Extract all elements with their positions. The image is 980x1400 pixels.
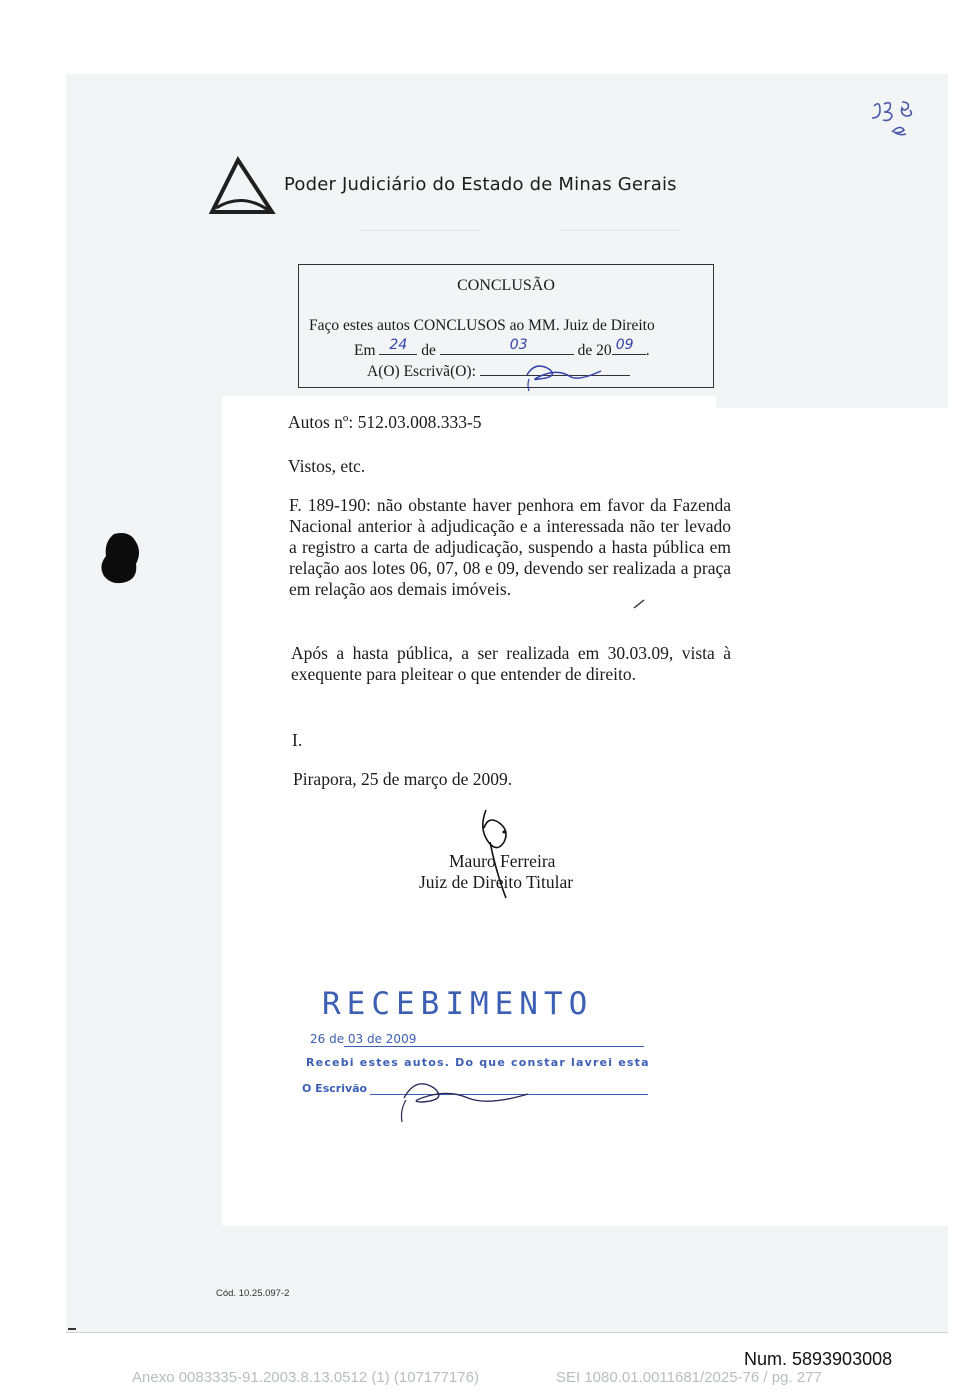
year-blank: [612, 337, 646, 355]
ink-blot: [100, 530, 144, 584]
judge-title: Juiz de Direito Titular: [419, 872, 574, 892]
conclusao-title: CONCLUSÃO: [457, 277, 555, 294]
conclusao-date-line: Em 24 de 03 de 20 09 .: [354, 337, 650, 359]
em-label: Em: [354, 342, 376, 359]
recebimento-stamp: [300, 986, 660, 1126]
escriva-label: A(O) Escrivã(O):: [367, 363, 476, 380]
show-through-artifact: [360, 230, 480, 231]
intime-se-mark: I.: [292, 730, 303, 750]
annex-reference: Anexo 0083335-91.2003.8.13.0512 (1) (107177176): [132, 1369, 479, 1386]
check-mark: [632, 598, 648, 610]
de-label: de: [421, 342, 436, 359]
escriva-signature: [521, 357, 621, 393]
stamp-date-line: 26 de 03 de 2009: [310, 1032, 417, 1046]
vistos-line: Vistos, etc.: [288, 456, 366, 476]
stamp-escriva-label: O Escrivão: [302, 1082, 368, 1095]
conclusao-box: [298, 264, 714, 388]
stamp-date-underline: [344, 1046, 644, 1047]
month-blank: [440, 337, 574, 355]
decision-paragraph-1: F. 189-190: não obstante haver penhora em favor da Fazenda Nacional anterior à adjudicação e a interessada não ter levado a registro a carta de adjudicação, suspendo a hasta pública em relação aos lotes 06, 07, 08 e 09, devendo ser realizada a praça em relação aos demais imóveis.: [289, 495, 731, 599]
day-blank: [379, 337, 417, 355]
stamp-text: Recebi estes autos. Do que constar lavrei esta: [306, 1056, 650, 1069]
autos-number: Autos nº: 512.03.008.333-5: [288, 412, 482, 432]
scan-edge-mark: [68, 1328, 76, 1330]
handwritten-folio-number: [862, 92, 932, 148]
tjmg-triangle-logo: [208, 156, 278, 216]
conclusao-text: Faço estes autos CONCLUSOS ao MM. Juiz de Direito: [309, 317, 655, 334]
paper-edge: [716, 396, 948, 408]
scan-border-line: [66, 1332, 948, 1333]
month-value: 03: [509, 337, 528, 353]
show-through-artifact: [560, 230, 680, 231]
stamp-title: RECEBIMENTO: [322, 986, 594, 1022]
decision-paragraph-2: Após a hasta pública, a ser realizada em 30.03.09, vista à exequente para pleitear o que entender de direito.: [291, 643, 731, 684]
year-label: de 20: [577, 342, 612, 359]
year-value: 09: [615, 337, 634, 353]
place-and-date: Pirapora, 25 de março de 2009.: [293, 769, 513, 789]
form-code: Cód. 10.25.097-2: [216, 1288, 290, 1299]
day-value: 24: [389, 337, 408, 353]
sei-reference: SEI 1080.01.0011681/2025-76 / pg. 277: [556, 1369, 822, 1386]
judge-name: Mauro Ferreira: [449, 851, 556, 871]
stamp-signature: [396, 1068, 556, 1126]
court-name: Poder Judiciário do Estado de Minas Gerais: [284, 174, 677, 195]
document-number: Num. 5893903008: [744, 1349, 893, 1369]
